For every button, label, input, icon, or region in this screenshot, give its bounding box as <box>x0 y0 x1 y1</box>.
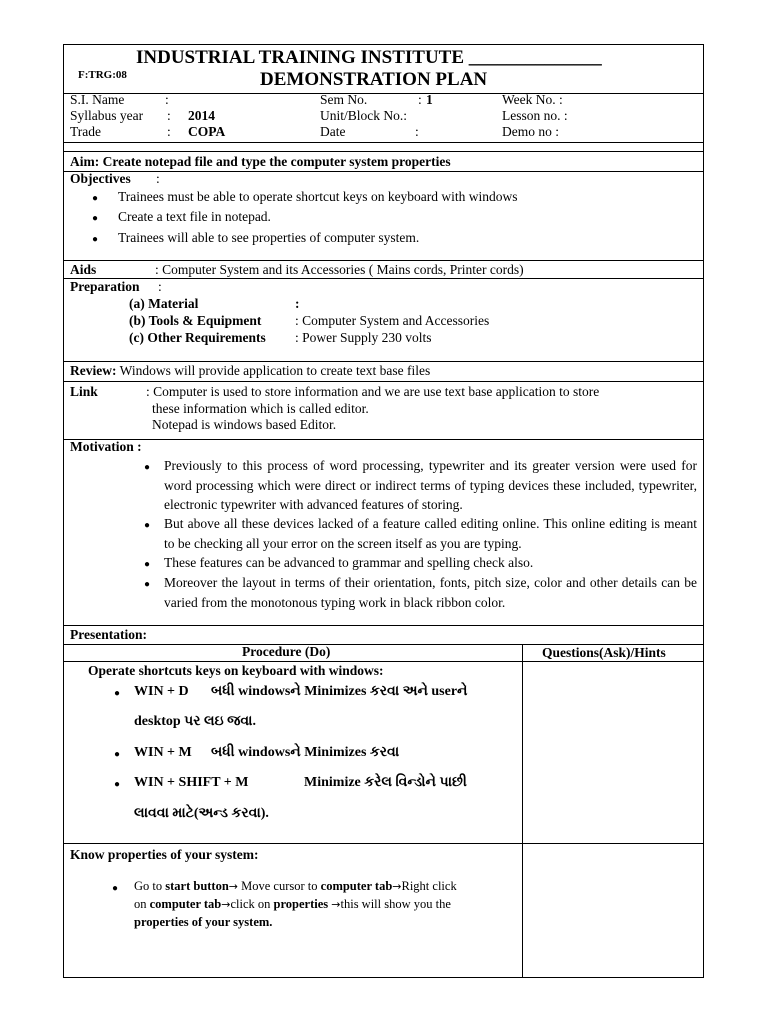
column-divider <box>522 644 523 978</box>
motivation-item: Previously to this process of word processing, typewriter and its greater version were used for word processing which were direct or indirect terms of typing devices these included, typewriter, electronic typewriter with advanced features of storing. <box>164 458 697 512</box>
bullet-icon: ● <box>144 579 151 590</box>
know-heading: Know properties of your system: <box>70 847 259 862</box>
col-questions-header: Questions(Ask)/Hints <box>542 645 666 660</box>
colon: : <box>167 108 171 123</box>
col-procedure-header: Procedure (Do) <box>242 644 331 659</box>
procedure-bold: start button <box>165 879 229 893</box>
preparation-label: Preparation <box>70 279 140 294</box>
divider <box>64 151 703 152</box>
shortcut-desc: Minimize કરેલ વિન્ડોને પાછી <box>304 775 467 790</box>
procedure-text: click on <box>230 897 274 911</box>
lesson-label: Lesson no. : <box>502 108 568 123</box>
procedure-bold: computer tab <box>149 897 222 911</box>
procedure-text: Right click <box>401 879 457 893</box>
divider <box>64 260 703 261</box>
tools-label: (b) Tools & Equipment <box>129 313 262 328</box>
aids-label: Aids <box>70 262 97 277</box>
demo-label: Demo no : <box>502 124 559 139</box>
syllabus-value: 2014 <box>188 108 215 123</box>
procedure-text: this will show you the <box>340 897 451 911</box>
bullet-icon: ● <box>92 234 99 245</box>
shortcut-desc: લાવવા માટે(અન્ડ કરવા). <box>134 806 269 821</box>
bullet-icon: ● <box>144 462 151 473</box>
motivation-item: These features can be advanced to grammar and spelling check also. <box>164 555 534 570</box>
form-code: F:TRG:08 <box>78 69 127 81</box>
procedure-bold: computer tab <box>320 879 393 893</box>
colon: : <box>156 171 160 186</box>
si-name-label: S.I. Name <box>70 92 125 107</box>
procedure-line <box>134 898 451 911</box>
colon: : <box>415 124 419 139</box>
motivation-item: But above all these devices lacked of a feature called editing online. This online editing is meant to be checking all your error on the screen itself as you are typing. <box>164 516 697 551</box>
procedure-line <box>134 880 457 893</box>
colon: : <box>295 296 300 311</box>
presentation-label: Presentation: <box>70 627 147 642</box>
shortcut-key: WIN + SHIFT + M <box>134 775 249 790</box>
divider <box>64 93 703 94</box>
bullet-icon: ● <box>112 883 119 894</box>
bullet-icon: ● <box>114 779 121 790</box>
shortcut-desc: desktop પર લઇ જવા. <box>134 714 256 729</box>
other-label: (c) Other Requirements <box>129 330 266 345</box>
procedure-bold: properties of your system. <box>134 915 273 929</box>
trade-value: COPA <box>188 124 226 139</box>
divider <box>64 361 703 362</box>
divider <box>64 661 703 662</box>
objectives-label: Objectives <box>70 171 131 186</box>
date-label: Date <box>320 124 346 139</box>
procedure-text: on <box>134 897 150 911</box>
tools-value: : Computer System and Accessories <box>295 313 490 328</box>
shortcut-key: WIN + M <box>134 745 192 760</box>
arrow-right-icon: → <box>228 880 239 893</box>
colon: : <box>165 92 169 107</box>
material-label: (a) Material <box>129 296 199 311</box>
motivation-item: Moreover the layout in terms of their orientation, fonts, pitch size, color and other details can be varied from the monotonous typing work in black ribbon color. <box>164 575 697 610</box>
procedure-bold: properties <box>273 897 329 911</box>
shortcut-desc: બધી windowsને Minimizes કરવા <box>211 745 400 760</box>
sem-value: 1 <box>426 92 433 107</box>
bullet-icon: ● <box>92 193 99 204</box>
objective-item: Trainees must be able to operate shortcut keys on keyboard with windows <box>118 189 518 204</box>
procedure-text: Move cursor to <box>238 879 321 893</box>
divider <box>64 171 703 172</box>
arrow-right-icon: → <box>221 898 231 911</box>
link-line: Notepad is windows based Editor. <box>152 417 337 432</box>
divider <box>64 142 703 143</box>
bullet-icon: ● <box>144 520 151 531</box>
trade-label: Trade <box>70 124 102 139</box>
divider <box>64 381 703 382</box>
divider <box>64 439 703 440</box>
bullet-icon: ● <box>114 688 121 699</box>
divider <box>64 625 703 626</box>
link-label: Link <box>70 384 98 399</box>
objective-item: Create a text file in notepad. <box>118 209 271 224</box>
arrow-right-icon: → <box>331 898 341 911</box>
syllabus-label: Syllabus year <box>70 108 144 123</box>
procedure-text: Go to <box>134 879 166 893</box>
review-label: Review: <box>70 363 117 378</box>
aids-text: : Computer System and its Accessories ( Mains cords, Printer cords) <box>155 262 524 277</box>
bullet-icon: ● <box>144 559 151 570</box>
review-line <box>70 364 430 378</box>
colon: : <box>418 92 422 107</box>
other-value: : Power Supply 230 volts <box>295 330 432 345</box>
aim-text: Aim: Create notepad file and type the computer system properties <box>70 154 451 169</box>
shortcut-desc: બધી windowsને Minimizes કરવા અને userને <box>211 684 468 699</box>
divider <box>64 843 703 844</box>
review-text: Windows will provide application to create text base files <box>116 363 431 378</box>
plan-title: DEMONSTRATION PLAN <box>260 69 488 90</box>
bullet-icon: ● <box>114 749 121 760</box>
colon: : <box>167 124 171 139</box>
week-label: Week No. : <box>502 92 563 107</box>
link-line: : Computer is used to store information and we are use text base application to store <box>146 384 600 399</box>
motivation-label: Motivation : <box>70 439 142 454</box>
bullet-icon: ● <box>92 213 99 224</box>
link-line: these information which is called editor. <box>152 401 369 416</box>
arrow-right-icon: → <box>392 880 402 893</box>
unit-label: Unit/Block No.: <box>320 108 407 123</box>
objective-item: Trainees will able to see properties of computer system. <box>118 230 420 245</box>
shortcuts-heading: Operate shortcuts keys on keyboard with windows: <box>88 663 384 678</box>
shortcut-key: WIN + D <box>134 684 189 699</box>
sem-label: Sem No. <box>320 92 368 107</box>
institute-title: INDUSTRIAL TRAINING INSTITUTE ______________ <box>136 47 602 68</box>
colon: : <box>158 279 162 294</box>
